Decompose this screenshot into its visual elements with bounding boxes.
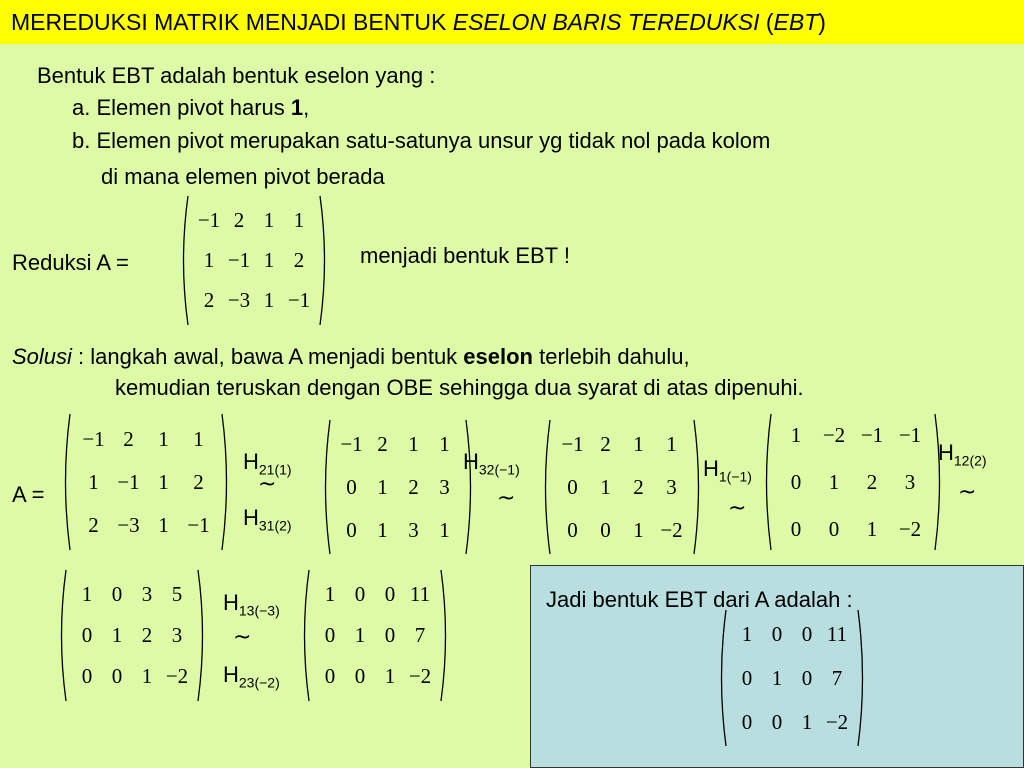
matrix-cell: 0 xyxy=(790,469,802,494)
matrix-cell: −3 xyxy=(117,512,140,537)
matrix-cell: 0 xyxy=(771,621,783,646)
matrix-cell: −2 xyxy=(825,709,849,734)
op-h32-h: H xyxy=(463,449,479,474)
definition-b-line1: b. Elemen pivot merupakan satu-satunya unsur yg tidak nol pada kolom xyxy=(72,128,771,153)
matrix-cell: 0 xyxy=(567,517,578,542)
title-bar xyxy=(0,0,1024,44)
matrix-cell: 2 xyxy=(377,431,388,456)
op-h13 xyxy=(223,590,280,623)
matrix-cell: 1 xyxy=(439,431,450,456)
matrix-cell: −1 xyxy=(860,422,884,447)
definition-a xyxy=(72,94,309,122)
matrix-cell: 0 xyxy=(346,517,357,542)
solution-line1 xyxy=(12,343,690,371)
matrix-grid xyxy=(68,568,196,703)
right-paren xyxy=(856,608,868,748)
matrix-cell: 0 xyxy=(741,709,753,734)
right-paren xyxy=(318,194,330,327)
matrix-cell: −1 xyxy=(340,431,363,456)
matrix-cell: 1 xyxy=(666,431,677,456)
matrix-cell: −2 xyxy=(898,516,922,541)
op-h21-h: H xyxy=(243,449,259,474)
matrix-cell: 3 xyxy=(408,517,419,542)
matrix-cell: 2 xyxy=(203,288,215,312)
right-paren xyxy=(196,568,208,703)
matrix-cell: 0 xyxy=(324,664,336,688)
matrix-cell: 1 xyxy=(263,248,275,272)
matrix-cell: 1 xyxy=(141,664,153,688)
op-h23 xyxy=(223,662,280,695)
matrix-cell: 3 xyxy=(666,474,677,499)
matrix-grid xyxy=(773,412,933,552)
op-h21-sub: 21(1) xyxy=(258,461,292,478)
matrix-cell: 2 xyxy=(633,474,644,499)
matrix-cell: 1 xyxy=(324,582,336,606)
matrix-cell: 2 xyxy=(600,431,611,456)
matrix-cell: 1 xyxy=(81,582,93,606)
op-h23-h: H xyxy=(223,662,239,687)
matrix-cell: −1 xyxy=(898,422,922,447)
op1-tilde: ~ xyxy=(258,472,277,497)
matrix-cell: 1 xyxy=(293,208,305,232)
definition-a-prefix: a. Elemen pivot harus xyxy=(72,95,291,120)
solution-text-before: : langkah awal, bawa A menjadi bentuk xyxy=(71,344,464,369)
matrix-cell: −1 xyxy=(187,512,210,537)
title-italic: ESELON BARIS TEREDUKSI xyxy=(452,9,760,35)
matrix-cell: −1 xyxy=(117,469,140,494)
matrix-cell: 1 xyxy=(741,621,753,646)
op-h13-h: H xyxy=(223,590,239,615)
matrix-cell: 1 xyxy=(193,426,204,451)
problem-suffix: menjadi bentuk EBT ! xyxy=(360,243,570,268)
op4-tilde: ~ xyxy=(958,480,977,505)
solution-line2: kemudian teruskan dengan OBE sehingga dua syarat di atas dipenuhi. xyxy=(115,375,804,400)
matrix-cell: 1 xyxy=(377,517,388,542)
matrix-cell: 1 xyxy=(111,623,123,647)
op-h31-sub: 31(2) xyxy=(258,517,292,534)
matrix-cell: 1 xyxy=(828,469,840,494)
title-abbr: EBT xyxy=(773,9,819,35)
matrix-cell: 0 xyxy=(790,516,802,541)
matrix-cell: 0 xyxy=(384,623,396,647)
matrix-cell: 0 xyxy=(801,621,813,646)
left-paren xyxy=(540,418,552,556)
matrix-cell: −1 xyxy=(287,288,311,312)
definition-a-bold: 1 xyxy=(290,95,304,120)
matrix-cell: 1 xyxy=(88,469,99,494)
matrix-cell: 5 xyxy=(171,582,183,606)
matrix-cell: 2 xyxy=(123,426,134,451)
right-paren xyxy=(439,568,451,703)
matrix-cell: 0 xyxy=(741,665,753,690)
matrix-cell: 1 xyxy=(633,431,644,456)
title-paren-open: ( xyxy=(759,9,774,35)
op-h1-sub: 1(−1) xyxy=(718,468,752,485)
a-label: A = xyxy=(12,482,45,507)
result-matrix xyxy=(716,608,868,748)
matrix-step3 xyxy=(761,412,945,552)
matrix-cell: 0 xyxy=(81,664,93,688)
op-h32 xyxy=(463,449,520,482)
solution-text-after: terlebih dahulu, xyxy=(533,344,690,369)
matrix-cell: 2 xyxy=(408,474,419,499)
matrix-cell: 0 xyxy=(111,664,123,688)
left-paren xyxy=(178,194,190,327)
definition-intro: Bentuk EBT adalah bentuk eselon yang : xyxy=(37,63,436,88)
matrix-cell: 0 xyxy=(801,665,813,690)
definition-b-line2: di mana elemen pivot berada xyxy=(101,164,385,189)
left-paren xyxy=(761,412,773,552)
matrix-grid xyxy=(332,418,464,556)
matrix-cell: 1 xyxy=(866,516,878,541)
op-h32-sub: 32(−1) xyxy=(478,461,520,478)
matrix-cell: 1 xyxy=(158,469,169,494)
left-paren xyxy=(60,412,72,552)
matrix-cell: −3 xyxy=(227,288,251,312)
matrix-grid xyxy=(72,412,220,552)
matrix-cell: 1 xyxy=(263,288,275,312)
matrix-cell: 0 xyxy=(81,623,93,647)
matrix-cell: 1 xyxy=(408,431,419,456)
left-paren xyxy=(716,608,728,748)
matrix-cell: 1 xyxy=(633,517,644,542)
problem-label: Reduksi A = xyxy=(12,250,129,275)
matrix-cell: 3 xyxy=(439,474,450,499)
matrix-step4 xyxy=(56,568,208,703)
right-paren xyxy=(220,412,232,552)
op-h31 xyxy=(243,505,292,538)
op-h12-h: H xyxy=(938,440,954,465)
matrix-grid xyxy=(552,418,692,556)
matrix-cell: 1 xyxy=(790,422,802,447)
matrix-cell: 11 xyxy=(409,582,431,606)
matrix-cell: 1 xyxy=(384,664,396,688)
matrix-cell: 2 xyxy=(866,469,878,494)
matrix-cell: −2 xyxy=(408,664,432,688)
matrix-cell: 1 xyxy=(203,248,215,272)
matrix-cell: 1 xyxy=(158,512,169,537)
matrix-cell: −1 xyxy=(197,208,221,232)
matrix-step2 xyxy=(540,418,704,556)
result-text: Jadi bentuk EBT dari A adalah : xyxy=(546,587,853,612)
title-text: MEREDUKSI MATRIK MENJADI BENTUK xyxy=(11,9,453,35)
matrix-cell: 0 xyxy=(111,582,123,606)
op-h1 xyxy=(703,456,752,489)
matrix-cell: 7 xyxy=(414,623,426,647)
op-h12 xyxy=(938,440,987,473)
matrix-cell: 1 xyxy=(801,709,813,734)
left-paren xyxy=(320,418,332,556)
matrix-cell: 1 xyxy=(439,517,450,542)
matrix-cell: 3 xyxy=(171,623,183,647)
matrix-cell: 1 xyxy=(263,208,275,232)
matrix-cell: 0 xyxy=(384,582,396,606)
right-paren xyxy=(933,412,945,552)
matrix-cell: −1 xyxy=(227,248,251,272)
op-h23-sub: 23(−2) xyxy=(238,674,280,691)
matrix-cell: 2 xyxy=(193,469,204,494)
matrix-cell: 0 xyxy=(346,474,357,499)
matrix-grid xyxy=(728,608,856,748)
definition-a-suffix: , xyxy=(303,95,310,120)
op-h12-sub: 12(2) xyxy=(953,452,987,469)
matrix-cell: 0 xyxy=(324,623,336,647)
matrix-cell: 0 xyxy=(828,516,840,541)
title-paren-close: ) xyxy=(818,9,826,35)
matrix-cell: 11 xyxy=(826,621,848,646)
matrix-cell: −1 xyxy=(82,426,105,451)
right-paren xyxy=(464,418,476,556)
matrix-cell: 2 xyxy=(233,208,245,232)
matrix-cell: 3 xyxy=(904,469,916,494)
matrix-cell: 0 xyxy=(771,709,783,734)
matrix-cell: −2 xyxy=(660,517,683,542)
op-h1-h: H xyxy=(703,456,719,481)
matrix-cell: −2 xyxy=(165,664,189,688)
op-h31-h: H xyxy=(243,505,259,530)
op3-tilde: ~ xyxy=(728,496,747,521)
matrix-cell: 1 xyxy=(377,474,388,499)
matrix-a xyxy=(60,412,232,552)
matrix-step1 xyxy=(320,418,476,556)
matrix-cell: 1 xyxy=(354,623,366,647)
matrix-cell: 2 xyxy=(293,248,305,272)
matrix-cell: 1 xyxy=(600,474,611,499)
matrix-cell: 3 xyxy=(141,582,153,606)
op2-tilde: ~ xyxy=(497,486,516,511)
solution-bold-word: eselon xyxy=(463,344,533,369)
matrix-cell: 0 xyxy=(567,474,578,499)
matrix-cell: 0 xyxy=(600,517,611,542)
problem-matrix xyxy=(178,194,330,327)
matrix-cell: 7 xyxy=(831,665,843,690)
solution-label: Solusi xyxy=(12,344,72,369)
op5-tilde: ~ xyxy=(233,625,252,650)
matrix-cell: 2 xyxy=(141,623,153,647)
left-paren xyxy=(56,568,68,703)
matrix-cell: −1 xyxy=(561,431,584,456)
matrix-cell: 2 xyxy=(88,512,99,537)
matrix-cell: 0 xyxy=(354,664,366,688)
matrix-grid xyxy=(190,194,318,327)
matrix-cell: 1 xyxy=(771,665,783,690)
matrix-cell: 1 xyxy=(158,426,169,451)
matrix-grid xyxy=(311,568,439,703)
matrix-cell: 0 xyxy=(354,582,366,606)
matrix-step5 xyxy=(299,568,451,703)
left-paren xyxy=(299,568,311,703)
matrix-cell: −2 xyxy=(822,422,846,447)
op-h13-sub: 13(−3) xyxy=(238,602,280,619)
